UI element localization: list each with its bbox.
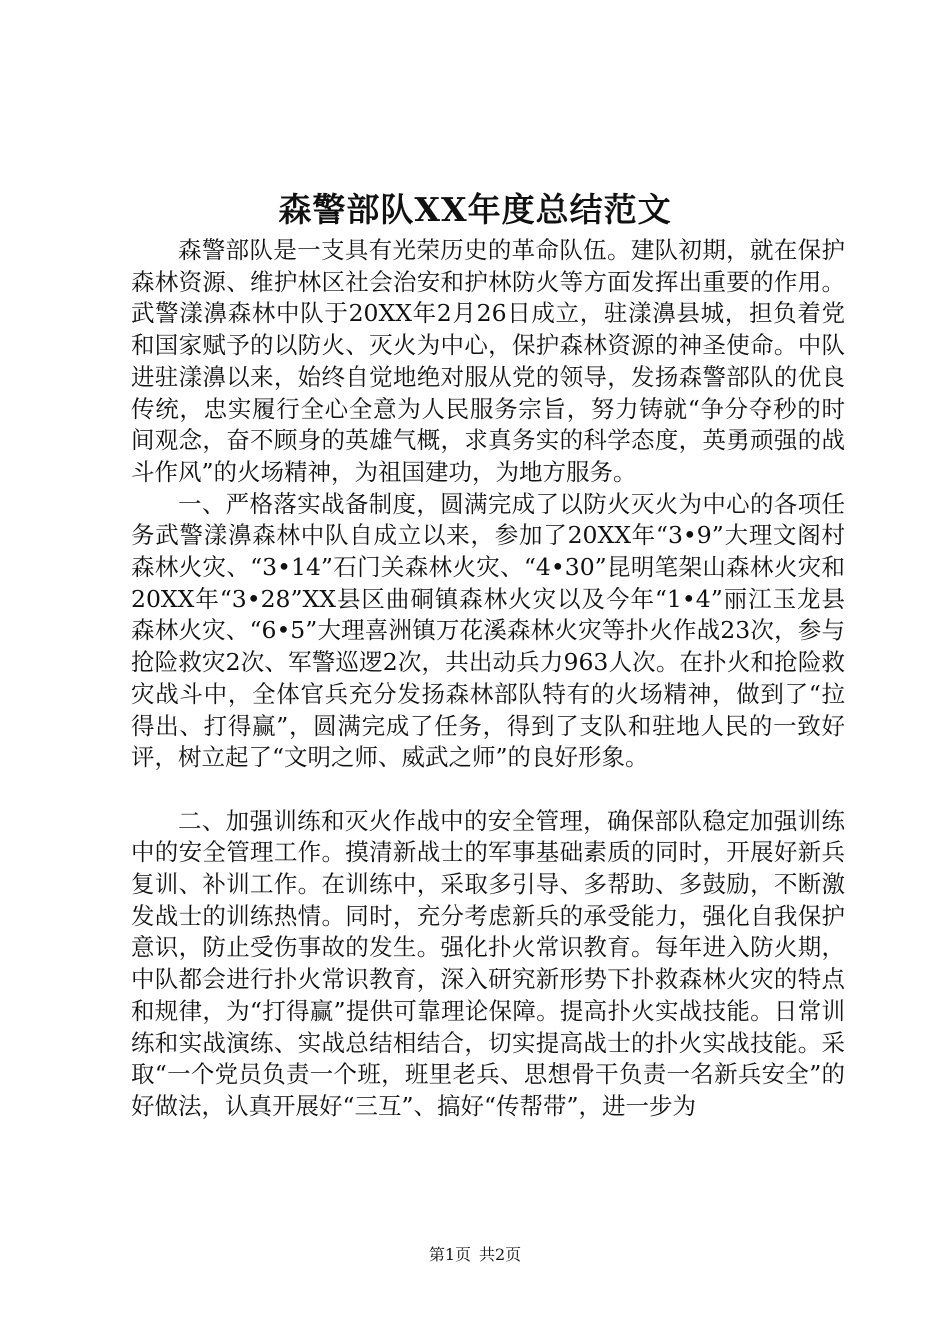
paragraph-intro: 森警部队是一支具有光荣历史的革命队伍。建队初期，就在保护森林资源、维护林区社会治安和护林防火等方面发挥出重要的作用。武警漾濞森林中队于20XX年2月26日成立，驻漾濞县城，担负着党和国家赋予的以防火、灭火为中心，保护森林资源的神圣使命。中队进驻漾濞以来，始终自觉地绝对服从党的领导，发扬森警部队的优良传统，忠实履行全心全意为人民服务宗旨，努力铸就“争分夺秒的时间观念，奋不顾身的英雄气概，求真务实的科学态度，英勇顽强的战斗作风”的火场精神，为祖国建功，为地方服务。 [131,236,845,486]
paragraph-section-2: 二、加强训练和灭火作战中的安全管理，确保部队稳定加强训练中的安全管理工作。摸清新战士的军事基础素质的同时，开展好新兵复训、补训工作。在训练中，采取多引导、多帮助、多鼓励，不断激发战士的训练热情。同时，充分考虑新兵的承受能力，强化自我保护意识，防止受伤事故的发生。强化扑火常识教育。每年进入防火期，中队都会进行扑火常识教育，深入研究新形势下扑救森林火灾的特点和规律，为“打得赢”提供可靠理论保障。提高扑火实战技能。日常训练和实战演练、实战总结相结合，切实提高战士的扑火实战技能。采取“一个党员负责一个班，班里老兵、思想骨干负责一名新兵安全”的好做法，认真开展好“三互”、搞好“传帮带”，进一步为 [131,806,845,1120]
document-title: 森警部队XX年度总结范文 [278,190,672,229]
page-total: 共2页 [479,1245,522,1264]
paragraph-section-1: 一、严格落实战备制度，圆满完成了以防火灭火为中心的各项任务武警漾濞森林中队自成立以来，参加了20XX年“3•9”大理文阁村森林火灾、“3•14”石门关森林火灾、“4•30”昆明笔架山森林火灾和20XX年“3•28”XX县区曲硐镇森林火灾以及今年“1•4”丽江玉龙县森林火灾、“6•5”大理喜洲镇万花溪森林火灾等扑火作战23次，参与抢险救灾2次、军警巡逻2次，共出动兵力963人次。在扑火和抢险救灾战斗中，全体官兵充分发扬森林部队特有的火场精神，做到了“拉得出、打得赢”，圆满完成了任务，得到了支队和驻地人民的一致好评，树立起了“文明之师、威武之师”的良好形象。 [131,489,845,772]
page-number: 第1页 [428,1245,471,1264]
document-body [131,235,845,1123]
page-footer [0,1242,950,1268]
